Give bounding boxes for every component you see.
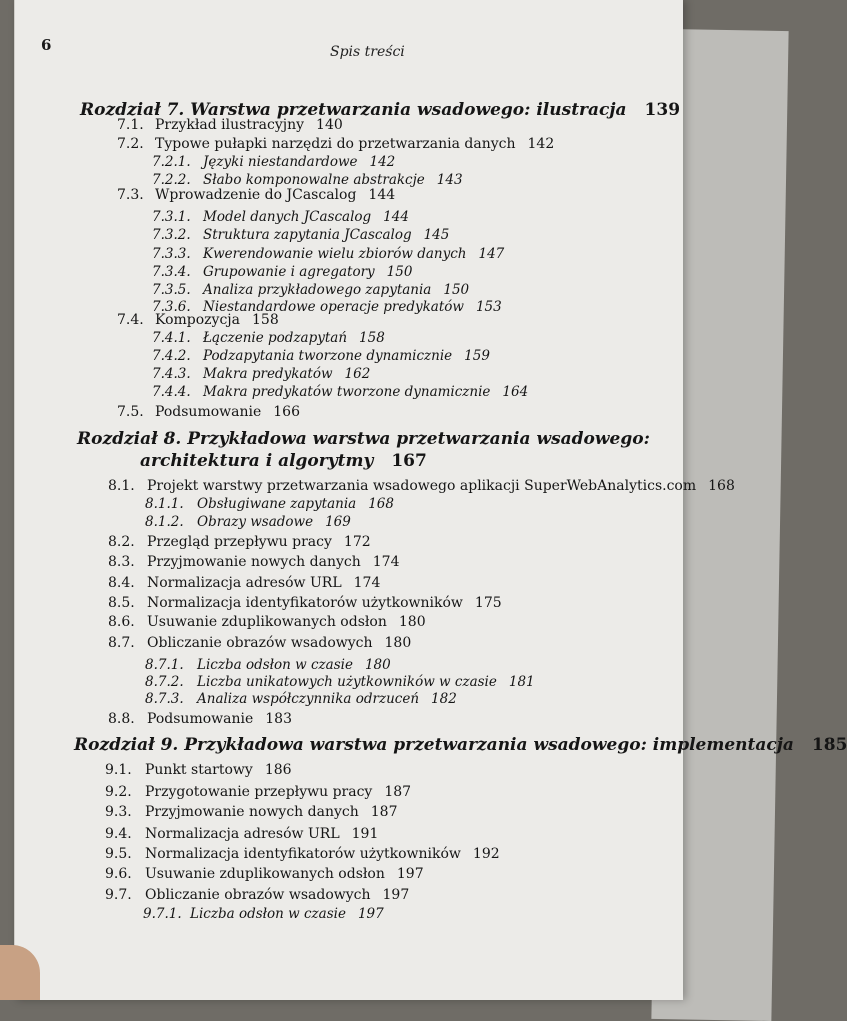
entry-number: 7.1.: [117, 117, 144, 133]
entry-page: 168: [368, 496, 394, 512]
entry-number: 9.4.: [105, 826, 132, 842]
entry-title: Łączenie podzapytań: [203, 330, 348, 346]
entry-title: Kompozycja: [155, 312, 240, 328]
entry-title: Makra predykatów: [203, 366, 333, 382]
entry-number: 9.7.: [105, 887, 132, 903]
entry-page: 144: [383, 209, 409, 225]
entry-page: 159: [464, 348, 490, 364]
entry-number: 7.3.6.: [152, 299, 191, 315]
entry-number: 7.3.5.: [152, 282, 191, 298]
entry-page: 143: [436, 172, 463, 188]
entry-page: 175: [474, 595, 502, 611]
entry-number: 9.7.1.: [143, 906, 182, 922]
entry-number: 8.4.: [108, 575, 135, 591]
entry-title: Kwerendowanie wielu zbiorów danych: [203, 246, 467, 262]
entry-page: 168: [708, 478, 735, 494]
entry-title: Makra predykatów tworzone dynamicznie: [203, 384, 491, 400]
entry-page: 180: [398, 614, 426, 630]
entry-page: 162: [344, 366, 371, 382]
chapter-heading: [77, 429, 650, 449]
entry-title: Podsumowanie: [147, 711, 254, 727]
entry-number: 8.7.1.: [145, 657, 184, 673]
entry-title: Projekt warstwy przetwarzania wsadowego aplikacji SuperWebAnalytics.com: [147, 478, 697, 494]
chapter-title-line2: architektura i algorytmy: [140, 451, 374, 471]
entry-page: 191: [351, 826, 379, 842]
entry-title: Podzapytania tworzone dynamicznie: [203, 348, 453, 364]
entry-number: 8.1.: [108, 478, 135, 494]
entry-title: Normalizacja identyfikatorów użytkowników: [147, 595, 463, 611]
entry-page: 144: [368, 187, 396, 203]
entry-page: 174: [353, 575, 381, 591]
entry-title: Liczba odsłon w czasie: [197, 657, 353, 673]
chapter-page: 185: [811, 735, 847, 755]
entry-number: 7.3.1.: [152, 209, 191, 225]
entry-page: 187: [370, 804, 398, 820]
entry-title: Analiza przykładowego zapytania: [203, 282, 432, 298]
chapter-page: 139: [644, 100, 681, 120]
entry-page: 158: [252, 312, 279, 328]
entry-number: 9.2.: [105, 784, 132, 800]
chapter-heading: [74, 735, 847, 755]
entry-title: Normalizacja adresów URL: [147, 575, 342, 591]
entry-page: 182: [431, 691, 457, 707]
entry-number: 7.3.2.: [152, 227, 191, 243]
chapter-page: 167: [391, 451, 427, 471]
entry-title: Słabo komponowalne abstrakcje: [203, 172, 425, 188]
entry-title: Przyjmowanie nowych danych: [147, 554, 361, 570]
entry-title: Liczba unikatowych użytkowników w czasie: [197, 674, 497, 690]
entry-number: 7.4.3.: [152, 366, 191, 382]
page-number: 6: [41, 36, 52, 54]
entry-title: Obrazy wsadowe: [197, 514, 314, 530]
entry-title: Niestandardowe operacje predykatów: [203, 299, 464, 315]
entry-number: 7.5.: [117, 404, 144, 420]
entry-title: Podsumowanie: [155, 404, 262, 420]
chapter-heading-continued: [140, 451, 427, 471]
entry-page: 181: [508, 674, 535, 690]
entry-page: 158: [359, 330, 385, 346]
entry-page: 197: [382, 887, 410, 903]
entry-number: 9.3.: [105, 804, 132, 820]
entry-title: Grupowanie i agregatory: [203, 264, 375, 280]
entry-number: 8.7.2.: [145, 674, 184, 690]
entry-page: 140: [316, 117, 343, 133]
entry-title: Usuwanie zduplikowanych odsłon: [145, 866, 385, 882]
entry-page: 197: [396, 866, 424, 882]
entry-number: 7.3.4.: [152, 264, 191, 280]
entry-page: 172: [343, 534, 371, 550]
entry-title: Typowe pułapki narzędzi do przetwarzania danych: [155, 136, 516, 152]
entry-page: 166: [273, 404, 300, 420]
entry-page: 183: [265, 711, 292, 727]
entry-number: 8.7.3.: [145, 691, 184, 707]
entry-title: Liczba odsłon w czasie: [190, 906, 346, 922]
entry-number: 8.1.1.: [145, 496, 184, 512]
entry-page: 164: [502, 384, 529, 400]
entry-number: 9.5.: [105, 846, 132, 862]
running-header: Spis treści: [330, 44, 405, 60]
entry-number: 7.4.4.: [152, 384, 191, 400]
entry-number: 9.1.: [105, 762, 132, 778]
entry-number: 7.4.2.: [152, 348, 191, 364]
entry-number: 9.6.: [105, 866, 132, 882]
entry-number: 8.3.: [108, 554, 135, 570]
entry-title: Przegląd przepływu pracy: [147, 534, 332, 550]
entry-number: 8.7.: [108, 635, 135, 651]
entry-number: 7.3.: [117, 187, 144, 203]
entry-page: 150: [443, 282, 470, 298]
entry-page: 169: [325, 514, 351, 530]
entry-page: 192: [472, 846, 500, 862]
entry-title: Normalizacja identyfikatorów użytkowników: [145, 846, 461, 862]
entry-title: Przykład ilustracyjny: [155, 117, 305, 133]
chapter-title: Rozdział 9. Przykładowa warstwa przetwarzania wsadowego: implementacja: [74, 735, 794, 755]
entry-number: 8.2.: [108, 534, 135, 550]
entry-number: 7.3.3.: [152, 246, 191, 262]
entry-title: Normalizacja adresów URL: [145, 826, 340, 842]
entry-title: Obliczanie obrazów wsadowych: [145, 887, 371, 903]
entry-page: 142: [369, 154, 396, 170]
entry-title: Przygotowanie przepływu pracy: [145, 784, 373, 800]
entry-title: Przyjmowanie nowych danych: [145, 804, 359, 820]
entry-page: 147: [478, 246, 505, 262]
entry-number: 8.6.: [108, 614, 135, 630]
chapter-title: Rozdział 7. Warstwa przetwarzania wsadowego: ilustracja: [80, 100, 627, 120]
entry-page: 142: [527, 136, 555, 152]
entry-title: Obliczanie obrazów wsadowych: [147, 635, 373, 651]
entry-title: Model danych JCascalog: [203, 209, 372, 225]
entry-page: 174: [372, 554, 400, 570]
entry-title: Punkt startowy: [145, 762, 253, 778]
entry-number: 7.4.: [117, 312, 144, 328]
entry-title: Języki niestandardowe: [203, 154, 358, 170]
entry-page: 197: [357, 906, 384, 922]
entry-number: 8.1.2.: [145, 514, 184, 530]
entry-page: 153: [475, 299, 502, 315]
entry-page: 187: [384, 784, 412, 800]
entry-title: Struktura zapytania JCascalog: [203, 227, 412, 243]
entry-title: Analiza współczynnika odrzuceń: [197, 691, 420, 707]
entry-number: 7.2.2.: [152, 172, 191, 188]
entry-number: 7.4.1.: [152, 330, 191, 346]
entry-page: 150: [386, 264, 413, 280]
entry-number: 7.2.: [117, 136, 144, 152]
entry-title: Obsługiwane zapytania: [197, 496, 357, 512]
entry-title: Wprowadzenie do JCascalog: [155, 187, 357, 203]
entry-page: 180: [364, 657, 391, 673]
entry-page: 186: [264, 762, 292, 778]
entry-page: 180: [384, 635, 412, 651]
entry-number: 7.2.1.: [152, 154, 191, 170]
chapter-title-line1: Rozdział 8. Przykładowa warstwa przetwarzania wsadowego:: [77, 429, 650, 449]
entry-number: 8.5.: [108, 595, 135, 611]
entry-number: 8.8.: [108, 711, 135, 727]
entry-page: 145: [423, 227, 450, 243]
entry-title: Usuwanie zduplikowanych odsłon: [147, 614, 387, 630]
